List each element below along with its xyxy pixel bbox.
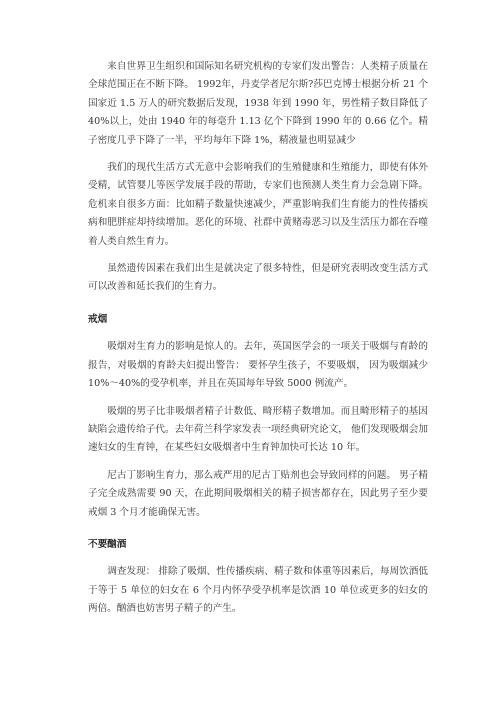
intro-paragraph-2: 我们的现代生活方式无意中会影响我们的生殖健康和生殖能力，即使有体外受精，试管婴儿等医学发展手段的帮助，专家们也预测人类生育力会急剧下降。危机来自很多方面：比如精子数量快速减少，严重影响我们生育能力的性传播疾病和肥胖症却持续增加。恶化的环境、社群中黄赌毒恶习以及生活压力都在吞噬着人类自然生育力。: [88, 162, 428, 247]
intro-paragraph-3: 虽然遗传因素在我们出生是就决定了很多特性，但是研究表明改变生活方式可以改善和延长我们的生育力。: [88, 263, 428, 293]
section-heading-quit-smoking: 戒烟: [88, 313, 108, 325]
section-heading-no-drinking: 不要酗酒: [88, 538, 127, 550]
smoking-paragraph-2: 吸烟的男子比非吸烟者精子计数低、畸形精子数增加。而且畸形精子的基因缺陷会遗传给子代。去年荷兰科学家发表一项经典研究论文， 他们发现吸烟会加速妇女的生育钟，在某些妇女吸烟者中生育钟加快可长达 10 年。: [88, 405, 428, 454]
smoking-paragraph-3: 尼古丁影响生育力，那么戒严用的尼古丁贴剂也会导致同样的问题。 男子精子完全成熟需要 90 天，在此期间吸烟相关的精子损害都存在，因此男子至少要戒烟 3 个月才能确保无害。: [88, 469, 428, 518]
smoking-paragraph-1: 吸烟对生育力的影响是惊人的。去年，英国医学会的一项关于吸烟与育龄的报告，对吸烟的育龄夫妇提出警告： 要怀孕生孩子，不要吸烟， 因为吸烟减少 10%～40%的受孕机率，并且在英国每年导致 5000 例流产。: [88, 341, 428, 390]
drinking-paragraph-1: 调查发现： 排除了吸烟、性传播疾病、精子数和体重等因素后，每周饮酒低于等于 5 单位的妇女在 6 个月内怀孕受孕机率是饮酒 10 单位或更多的妇女的两倍。酗酒也妨害男子精子的产生。: [88, 566, 428, 615]
intro-paragraph-1: 来自世界卫生组织和国际知名研究机构的专家们发出警告：人类精子质量在全球范围正在不断下降。 1992年，丹麦学者尼尔斯?莎巴克博士根据分析 21 个国家近 1.5 万人的研究数据后发现，1938 年到 1990 年，男性精子数目降低了 40%以上，处由 1940 年的每毫升 1.13 亿个下降到 1990 年的 0.66 亿个。精子密度几乎下降了一半，平均每年下降 1%，精液量也明显减少: [88, 61, 428, 146]
